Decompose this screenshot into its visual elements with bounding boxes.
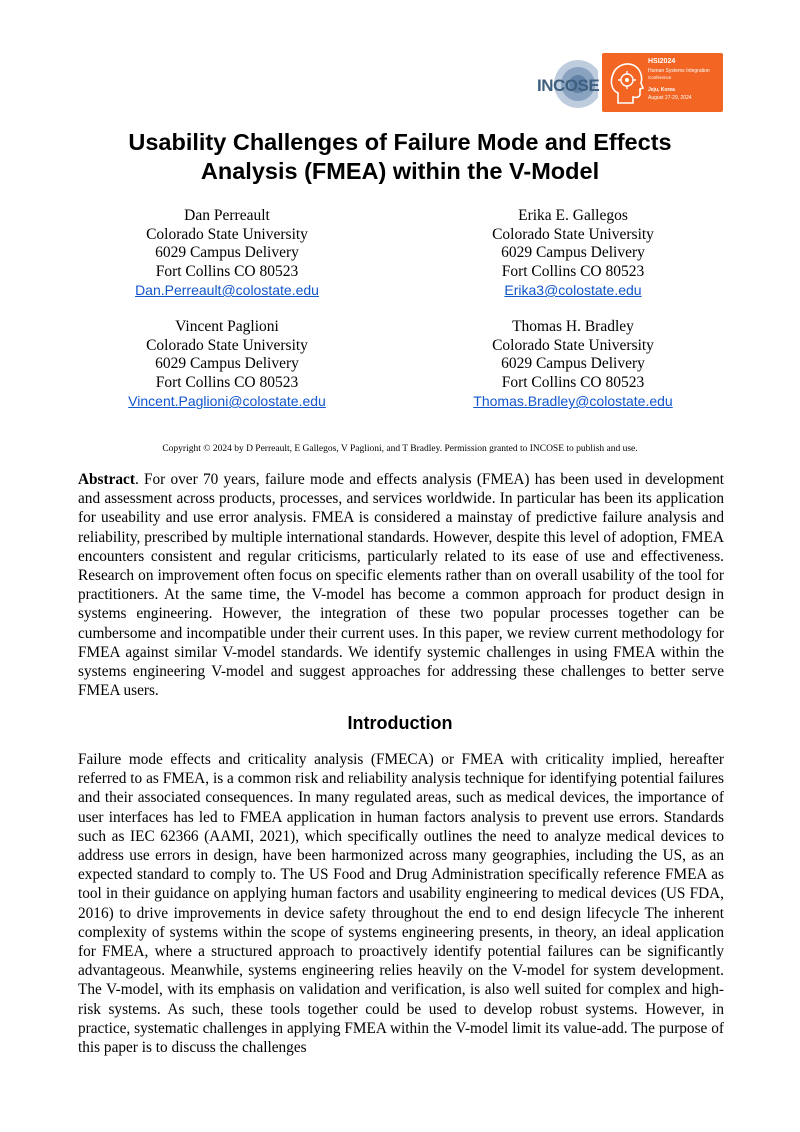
author-address: 6029 Campus Delivery [155,244,299,261]
author-city: Fort Collins CO 80523 [501,262,645,280]
author-name: Erika E. Gallegos [518,207,628,224]
incose-logo-text: INCOSE [537,76,600,95]
author-email-link[interactable]: Vincent.Paglioni@colostate.edu [128,393,326,409]
hsi-conference-banner [602,53,723,112]
author-email-link[interactable]: Dan.Perreault@colostate.edu [135,282,319,298]
author-affiliation: Colorado State University [492,225,654,243]
author-address: 6029 Campus Delivery [155,355,299,372]
author-name: Thomas H. Bradley [512,318,634,335]
paper-title [60,128,740,186]
head-profile-icon [606,59,646,105]
author-block [77,318,377,411]
hsi-banner-subtitle-2: Conference [648,75,672,80]
author-affiliation: Colorado State University [146,225,308,243]
section-heading-introduction: Introduction [347,713,453,733]
author-block [423,318,723,411]
abstract-text: . For over 70 years, failure mode and effects analysis (FMEA) has been used in development and assessment across products, processes, and services worldwide. In particular has been its application for useability and use error analysis. FMEA is considered a mainstay of predictive failure analysis and reliability, prescribed by multiple international standards. However, despite this level of adoption, FMEA encounters consistent and regular criticisms, particularly related to its ease of use and effectiveness. Research on improvement often focus on specific elements rather than on overall usability of the tool for practitioners. At the same time, the V-model has become a common approach for product design in systems engineering. However, the integration of these two popular processes together can be cumbersome and incompatible under their current uses. In this paper, we review current methodology for FMEA against similar V-model standards. We identify systemic challenges in using FMEA within the systems engineering V-model and suggest approaches for addressing these challenges to better serve FMEA users. [78,471,724,700]
author-name: Vincent Paglioni [175,318,279,335]
introduction-paragraph: Failure mode effects and criticality analysis (FMECA) or FMEA with criticality implied, hereafter referred to as FMEA, is a common risk and reliability analysis technique for identifying potential failures and their associated consequences. In many regulated areas, such as medical devices, the importance of user interfaces has led to FMEA application in human factors analysis to prevent use errors. Standards such as IEC 62366 (AAMI, 2021), which specifically outlines the need to analyze medical devices to address use errors in design, have been harmonized across many geographies, including the US, as an expected standard to comply to. The US Food and Drug Administration specifically reference FMEA as tool in their guidance on applying human factors and usability engineering to medical devices (US FDA, 2016) to drive improvements in device safety throughout the end to end design lifecycle The inherent complexity of systems within the scope of systems engineering presents, in theory, an ideal application for FMEA, where a structured approach to proactively identify potential failures can be significantly advantageous. Meanwhile, systems engineering relies heavily on the V-model for system development. The V-model, with its emphasis on validation and verification, is also well suited for complex and high-risk systems. As such, these tools together could be used to develop robust systems. However, in practice, systematic challenges in applying FMEA within the V-model limit its value-add. The purpose of this paper is to discuss the challenges [78,751,724,1057]
author-address: 6029 Campus Delivery [501,244,645,261]
paper-title-line-1: Usability Challenges of Failure Mode and Effects [128,129,672,155]
author-block [423,207,723,300]
hsi-banner-dates: August 27-29, 2024 [648,95,692,101]
hsi-banner-title: HSI2024 [648,58,676,65]
author-city: Fort Collins CO 80523 [155,262,299,280]
author-block [77,207,377,300]
author-email-link[interactable]: Thomas.Bradley@colostate.edu [473,393,673,409]
author-city: Fort Collins CO 80523 [155,373,299,391]
hsi-banner-subtitle-1: Human Systems Integration [648,68,710,74]
author-email-link[interactable]: Erika3@colostate.edu [504,282,642,298]
author-name: Dan Perreault [184,207,270,224]
author-city: Fort Collins CO 80523 [501,373,645,391]
paper-title-line-2: Analysis (FMEA) within the V-Model [200,158,600,184]
abstract-paragraph [78,470,724,700]
author-address: 6029 Campus Delivery [501,355,645,372]
hsi-banner-location: Jeju, Korea [648,87,675,93]
abstract-label: Abstract [78,471,135,488]
author-affiliation: Colorado State University [146,336,308,354]
author-affiliation: Colorado State University [492,336,654,354]
copyright-notice: Copyright © 2024 by D Perreault, E Gallegos, V Paglioni, and T Bradley. Permission granted to INCOSE to publish and use. [162,444,638,454]
